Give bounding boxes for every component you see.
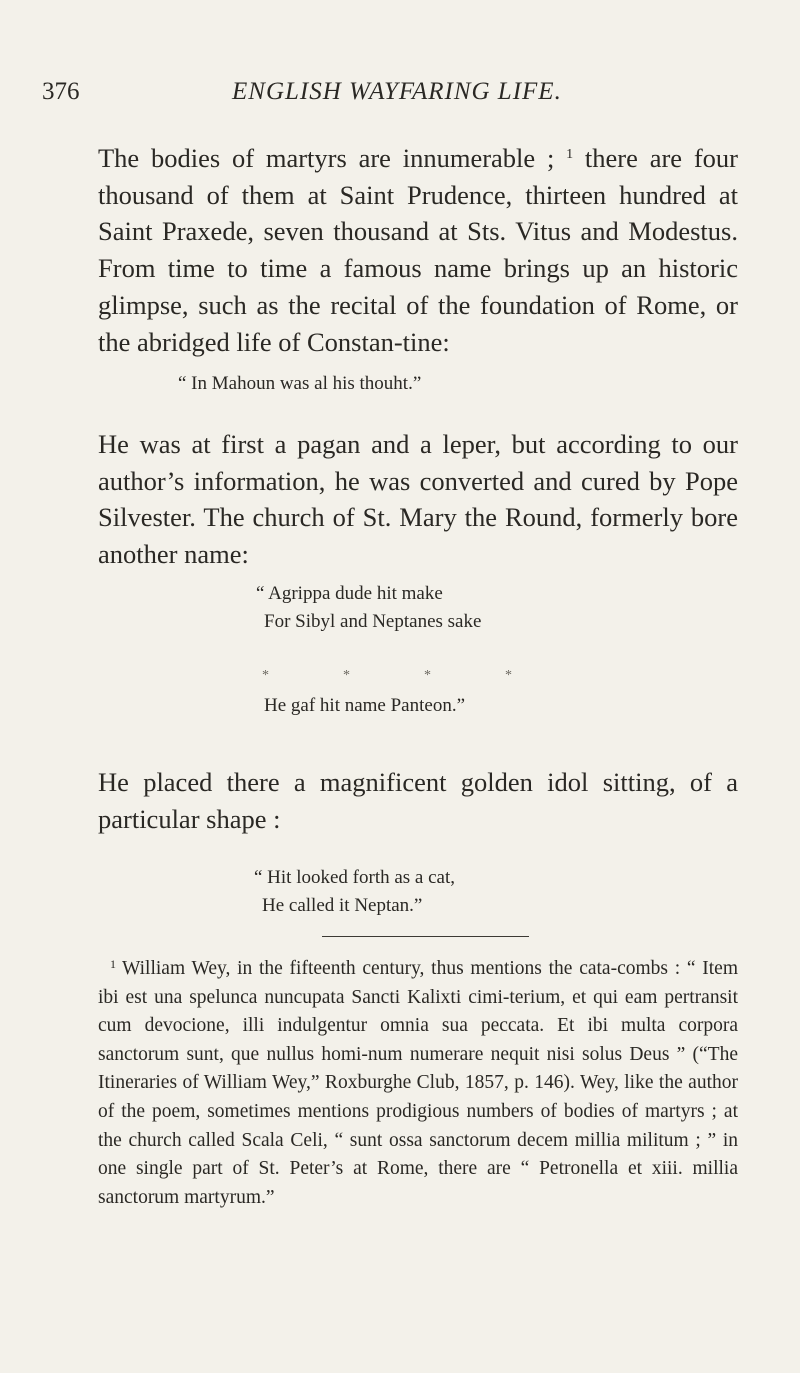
verse-quote-2 <box>256 580 481 636</box>
star-mark: * <box>505 668 512 683</box>
verse-line: He gaf hit name Panteon.” <box>264 695 466 716</box>
star-mark: * <box>262 668 269 683</box>
footnote-mark: 1 <box>110 957 116 971</box>
paragraph-2: He was at first a pagan and a leper, but according to our author’s information, he was converted and cured by Pope Silvester. The church of St. Mary the Round, formerly bore another name: <box>98 429 738 570</box>
verse-quote-3 <box>254 864 455 920</box>
paragraph-3: He placed there a magnificent golden idol sitting, of a particular shape : <box>98 767 738 834</box>
star-mark: * <box>343 668 350 683</box>
star-mark: * <box>424 668 431 683</box>
footnote-reference: 1 <box>566 147 574 162</box>
verse-line: “ Hit looked forth as a cat, <box>254 867 456 888</box>
paragraph-1-text-b: there are four thousand of them at Saint Prudence, thirteen hundred at Saint Praxede, seven thousand at Sts. Vitus and Modestus. From time to time a famous name brings up an historic glimpse, such as the recital of the foundation of Rome, or the abridged life of Constan-tine: <box>98 143 738 357</box>
verse-line: “ Agrippa dude hit make <box>256 583 443 604</box>
verse-quote-2-end <box>264 692 465 720</box>
footnote <box>98 950 738 1212</box>
footnote-rule <box>322 936 529 937</box>
running-title: ENGLISH WAYFARING LIFE. <box>232 78 562 105</box>
paragraph-1-text-a: The bodies of martyrs are innumerable ; <box>98 143 555 173</box>
verse-line: For Sibyl and Neptanes sake <box>264 611 482 632</box>
footnote-text: William Wey, in the fifteenth century, thus mentions the cata-combs : “ Item ibi est una spelunca nuncupata Sancti Kalixti cimi-terium, et qui eam pertransit cum devocione, illi indulgentur omnia sua peccata. Et ibi multa corpora sanctorum sunt, que nullus homi-num numerare nequit nisi solus Deus ” (“The Itineraries of William Wey,” Roxburghe Club, 1857, p. 146). Wey, like the author of the poem, sometimes mentions prodigious numbers of bodies of martyrs ; at the church called Scala Celi, “ sunt ossa sanctorum decem millia militum ; ” in one single part of St. Peter’s at Rome, there are “ Petronella et xiii. millia sanctorum martyrum.” <box>98 958 738 1208</box>
running-head <box>42 78 740 118</box>
page-number: 376 <box>42 78 80 105</box>
verse-line: “ In Mahoun was al his thouht.” <box>178 373 422 394</box>
ellipsis-stars <box>262 668 512 684</box>
paragraph-1 <box>98 137 738 360</box>
verse-quote-1 <box>178 370 421 398</box>
verse-line: He called it Neptan.” <box>262 895 423 916</box>
